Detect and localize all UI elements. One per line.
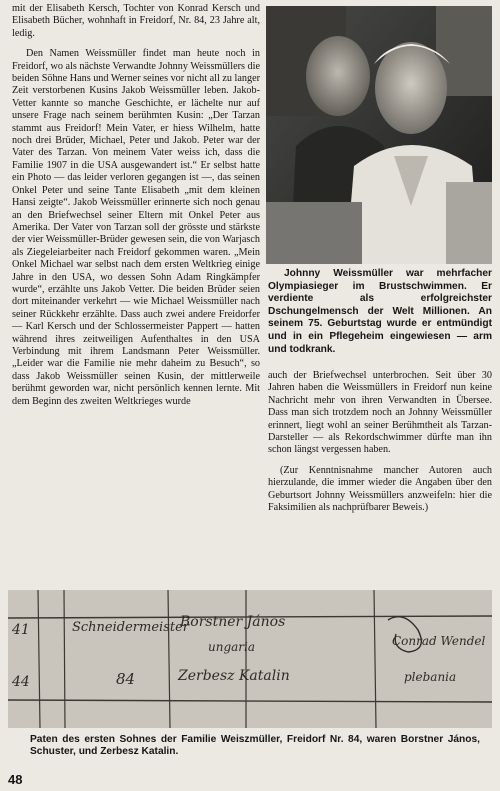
article-intro: mit der Elisabeth Kersch, Tochter von Konrad Kersch und Elisabeth Bücher, wohnhaft in Freidorf, Nr. 84, 23 Jahre alt, ledig. [12, 3, 260, 39]
register-entry-name: Borstner János [180, 614, 286, 630]
article-body-right: auch der Briefwechsel unterbrochen. Seit über 30 Jahren haben die Weissmüllers in Freidorf nun keine Nachricht mehr von ihren Verwandten in Übersee. Dass man sich trotzdem noch an Johnny Weissmüller erinnert, liegt wohl an seiner Berühmtheit als Tarzan-Darsteller — als Rekordschwimmer dürfte man ihn schon längst vergessen haben. [268, 370, 492, 456]
register-entry-house: 84 [116, 670, 136, 688]
register-facsimile [8, 590, 492, 728]
register-entry-nr: 41 [12, 622, 30, 638]
register-entry-occupation: Schneidermeister [72, 620, 189, 635]
photo-image [266, 6, 492, 264]
register-lines [8, 590, 492, 728]
register-entry-nr: 44 [12, 674, 30, 690]
article-left-column [12, 3, 260, 408]
register-entry-remark: plebania [404, 670, 457, 684]
article-right-column [268, 370, 492, 514]
register-entry-detail: ungaria [208, 640, 256, 654]
register-caption: Paten des ersten Sohnes der Familie Weiszmüller, Freidorf Nr. 84, waren Borstner János, Schuster, und Zerbesz Katalin. [30, 734, 480, 758]
register-entry-remark: Conrad Wendel [392, 634, 486, 648]
page-number: 48 [8, 772, 23, 787]
weissmueller-photo [266, 6, 492, 264]
register-entry-name: Zerbesz Katalin [178, 668, 290, 684]
article-body-left: Den Namen Weissmüller findet man heute noch in Freidorf, wo als nächste Verwandte Johnny Weissmüllers die beiden Söhne Hans und Werner seines vor nicht all zu langer Zeit verstorbenen Kusins Jakob Weissmüller leben. Jakob-Vetter kannte so manche Geschichte, er lächelte nur auf unsere Frage nach seinem berühmten Kusin: „Der Tarzan stammt aus Freidorf! Mein Vater, er hiess Wilhelm, hatte noch drei Brüder, Michael, Peter und Jakob. Peter war der Vater des Tarzan. Von meinem Vater weiss ich, dass die Familie 1907 in die USA ausgewandert ist.“ Er selbst hatte ein Photo — das leider verloren gegangen ist —, das seinen Onkel Peter und seine Tante Elisabeth „mit dem kleinen Hansi zeigte“. Jakob Weissmüller erinnerte sich noch genau an den Briefwechsel seiner Eltern mit Onkel Peter aus Amerika. Der Vater von Tarzan soll der grösste und stärkste der vier Weissmüller-Brüder gewesen sein, die von Warjasch als Ziegeleiarbeiter nach Freidorf gekommen waren. „Mein Onkel Michael war selbst nach dem ersten Weltkrieg einige Jahre in den USA, wo dessen Sohn Adam Ringkämpfer wurde“, erzählte uns Jakob Vetter. Die beiden Brüder seien dort miteinander verkehrt — wie Michael Weissmüller nach seiner Rückkehr erzählte. Dass auch zwei andere Freidorfer — Karl Kersch und der Schlossermeister Pappert — hatten während ihres zeitweiligen Aufenthaltes in den USA Verbindung mit ihrem Landsmann Peter Weissmüller. „Leider war die Familie nie mehr daheim zu Besuch“, so dass Jakob Weissmüller seinen Kusin, der mittlerweile berühmt geworden war, nicht persönlich kennen lernte. Mit dem Beginn des zweiten Weltkrieges wurde [12, 48, 260, 407]
photo-caption: Johnny Weissmüller war mehrfacher Olympiasieger im Brustschwimmen. Er verdiente als erfolgreichster Dschungelmensch der Welt Millionen. An seinem 75. Geburtstag wurde er entmündigt und in ein Pflegeheim eingewiesen — arm und todkrank. [268, 268, 492, 355]
article-note: (Zur Kenntnisnahme mancher Autoren auch hierzulande, die immer wieder die Angaben über den Geburtsort Johnny Weissmüllers anzweifeln: hier die Faksimilien als nachprüfbarer Beweis.) [268, 464, 492, 514]
